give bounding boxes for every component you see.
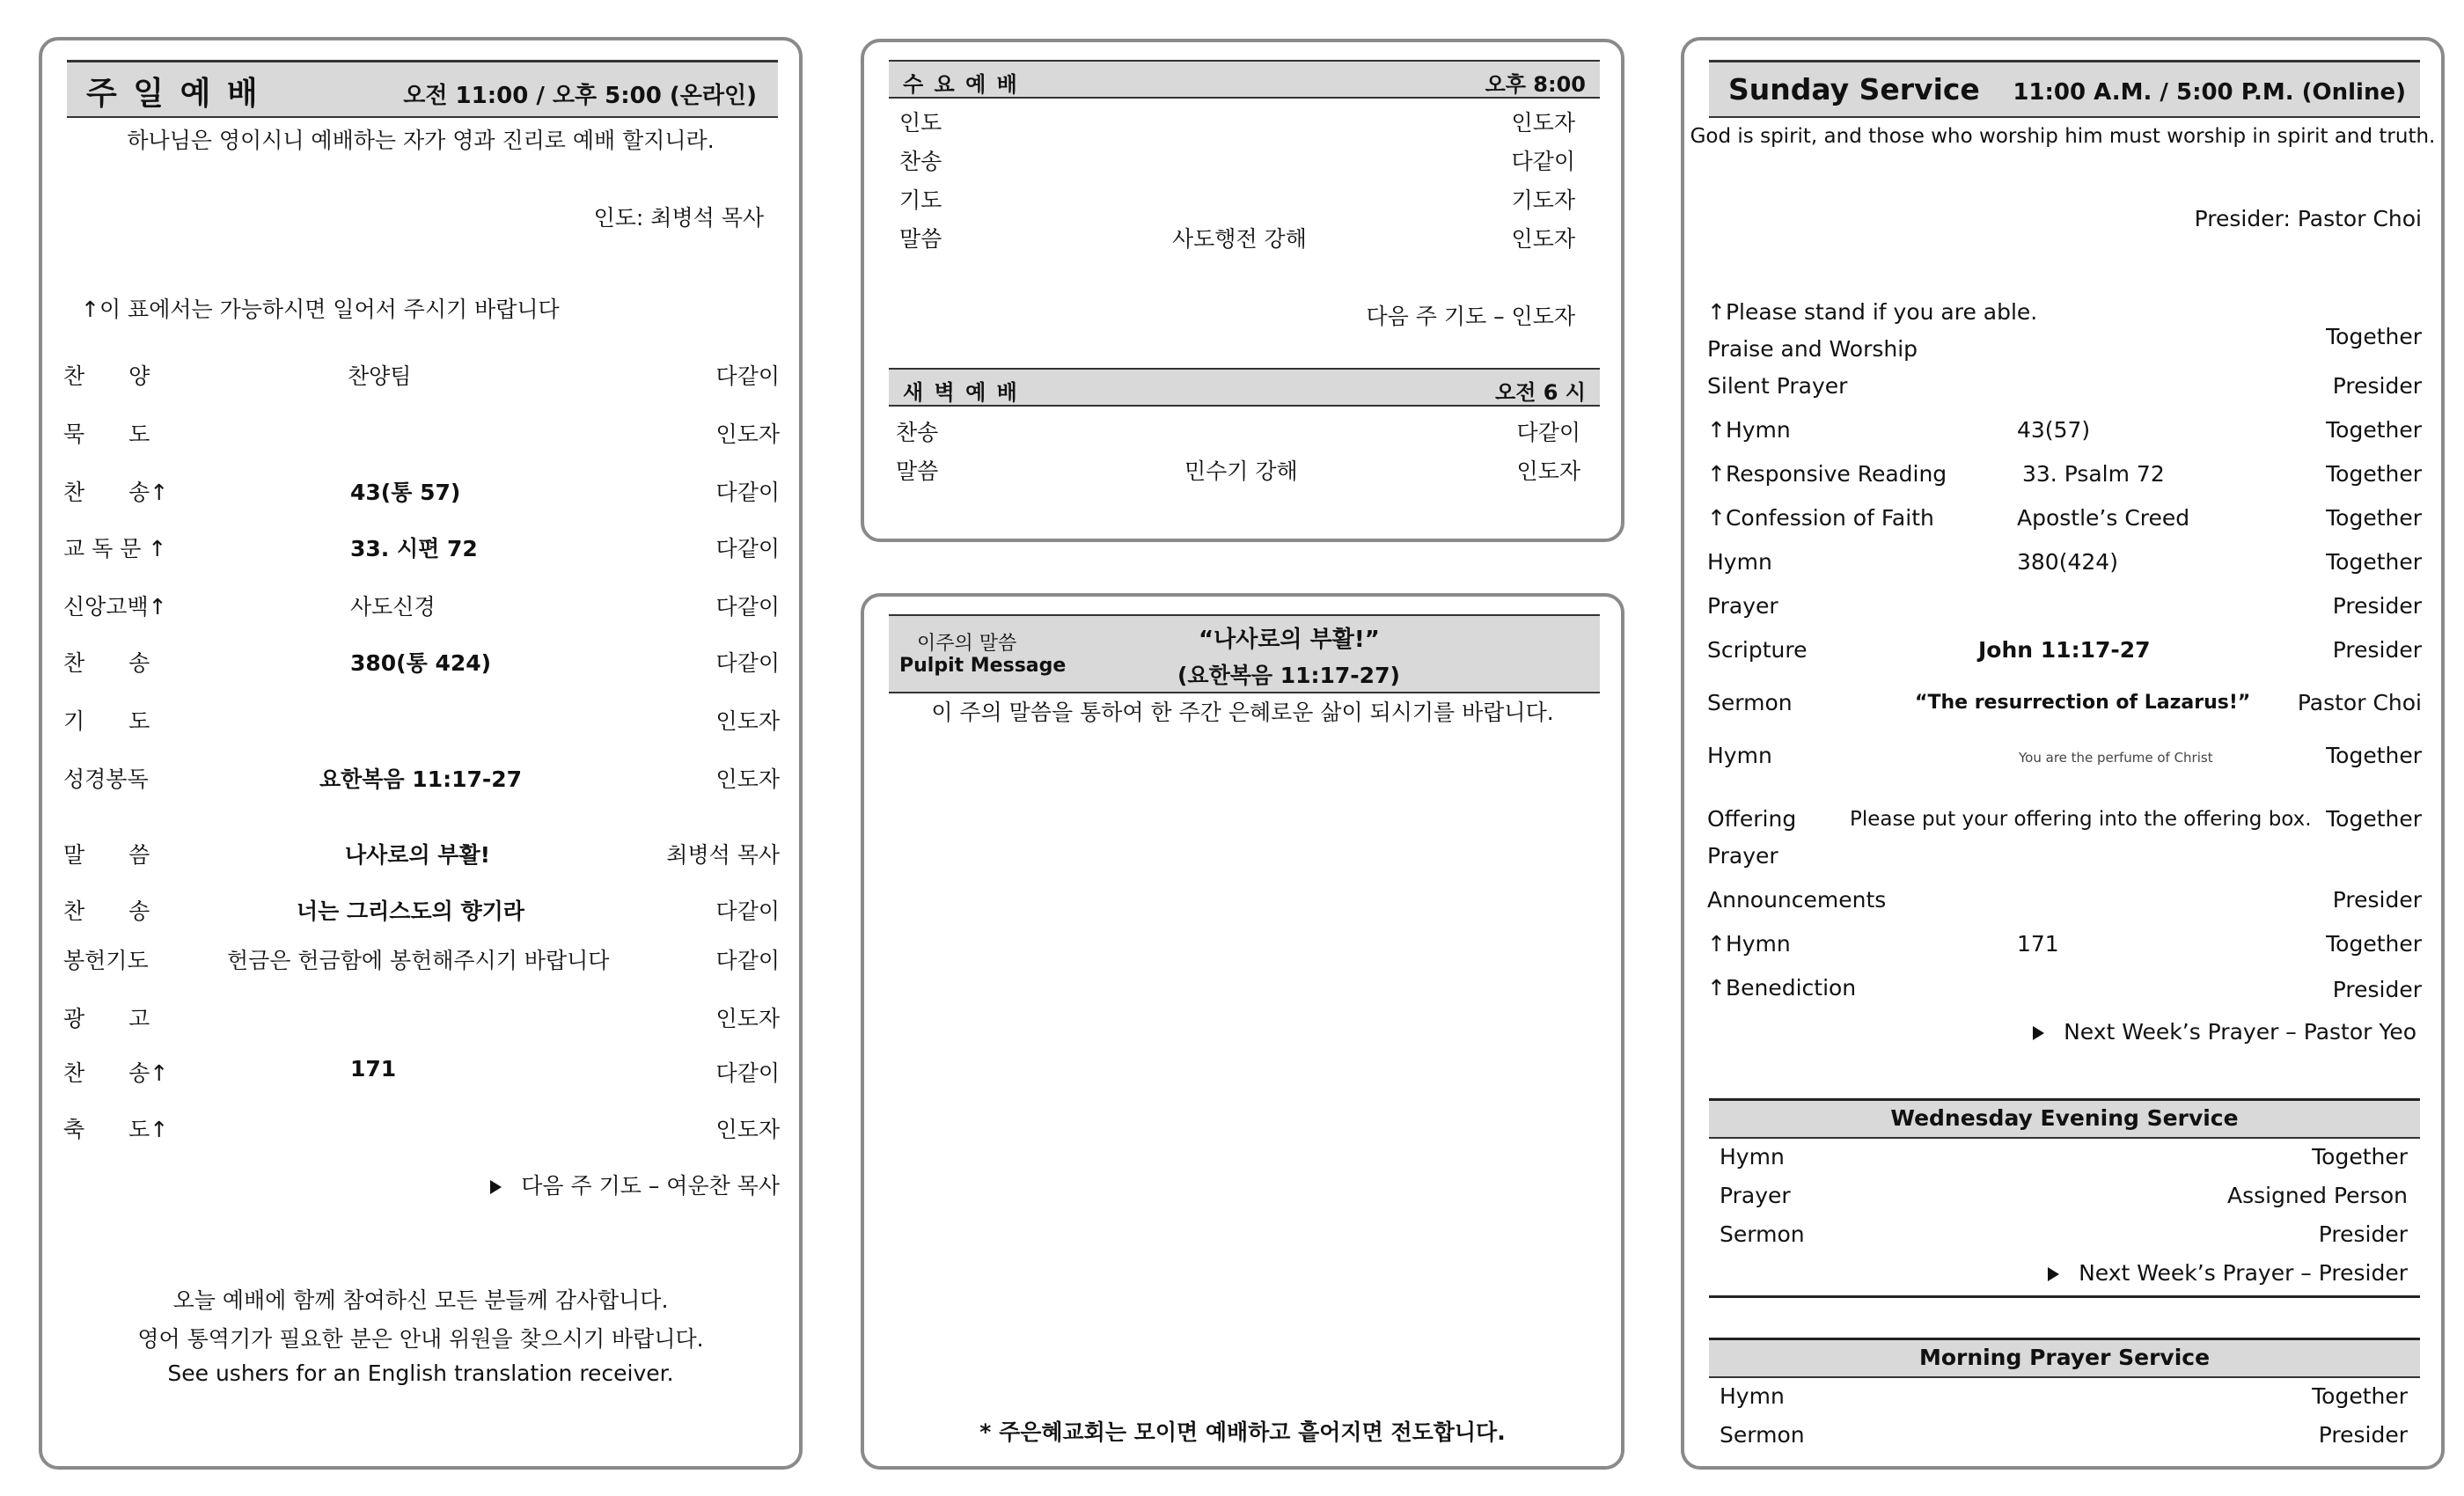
english-label: Offering — [1707, 806, 1797, 832]
wednesday-label: 인도 — [899, 110, 942, 136]
eng-wednesday-next-prayer — [2048, 1260, 2408, 1286]
english-presider: Presider: Pastor Choi — [2194, 206, 2422, 231]
dawn-label: 찬송 — [896, 420, 939, 445]
order-detail: 171 — [350, 1056, 397, 1082]
sunday-presider: 인도: 최병석 목사 — [593, 205, 764, 231]
play-triangle-icon — [490, 1180, 502, 1194]
pulpit-reference: (요한복음 11:17-27) — [1177, 663, 1400, 688]
order-label: 축 도↑ — [63, 1117, 169, 1142]
english-title: Sunday Service — [1728, 72, 1980, 106]
order-who: 다같이 — [715, 363, 780, 389]
dawn-title: 새 벽 예 배 — [903, 380, 1019, 405]
order-detail: 380(통 424) — [350, 650, 492, 676]
english-detail: 33. Psalm 72 — [2022, 461, 2165, 487]
order-label: 찬 송 — [63, 650, 150, 676]
order-who: 다같이 — [715, 1060, 780, 1086]
order-who: 다같이 — [715, 480, 780, 505]
english-verse: God is spirit, and those who worship him must worship in spirit and truth. — [1690, 125, 2436, 148]
church-motto: * 주은혜교회는 모이면 예배하고 흩어지면 전도합니다. — [979, 1419, 1506, 1445]
english-label: Prayer — [1707, 593, 1778, 619]
english-label: Announcements — [1707, 887, 1887, 913]
english-who: Together — [2326, 417, 2422, 443]
order-who: 인도자 — [715, 1006, 780, 1031]
dawn-time: 오전 6 시 — [1495, 380, 1586, 405]
order-label: 봉헌기도 — [63, 948, 149, 973]
wednesday-time: 오후 8:00 — [1485, 72, 1586, 97]
eng-wednesday-title: Wednesday Evening Service — [1890, 1105, 2239, 1131]
order-label: 광 고 — [63, 1006, 150, 1031]
english-detail: John 11:17-27 — [1978, 637, 2151, 663]
eng-wednesday-next-prayer-text: Next Week’s Prayer – Presider — [2079, 1260, 2408, 1286]
eng-morning-label: Sermon — [1720, 1422, 1805, 1448]
english-stand-note: ↑Please stand if you are able. — [1707, 299, 2038, 325]
footer-line: See ushers for an English translation receiver. — [167, 1360, 674, 1386]
order-detail: 33. 시편 72 — [350, 536, 478, 561]
english-who: Together — [2326, 324, 2422, 349]
english-detail: Please put your offering into the offering box. — [1850, 808, 2312, 831]
english-who: Presider — [2332, 887, 2422, 913]
next-week-prayer — [490, 1169, 780, 1200]
eng-wednesday-who: Presider — [2318, 1221, 2408, 1247]
next-week-prayer-text: 다음 주 기도 – 여운찬 목사 — [521, 1173, 780, 1199]
eng-wednesday-who: Together — [2312, 1144, 2408, 1170]
weekday-service-panel — [861, 39, 1624, 542]
english-who: Together — [2326, 806, 2422, 832]
english-detail: You are the perfume of Christ — [2019, 750, 2213, 766]
order-who: 인도자 — [715, 766, 780, 792]
order-detail: 사도신경 — [350, 594, 436, 620]
play-triangle-icon — [2033, 1026, 2044, 1040]
english-next-prayer-text: Next Week’s Prayer – Pastor Yeo — [2064, 1019, 2416, 1045]
eng-morning-who: Together — [2312, 1383, 2408, 1409]
english-who: Together — [2326, 549, 2422, 575]
order-detail: 나사로의 부활! — [345, 842, 491, 868]
pulpit-label-en: Pulpit Message — [899, 655, 1067, 677]
eng-wednesday-label: Sermon — [1720, 1221, 1805, 1247]
eng-wednesday-label: Prayer — [1720, 1183, 1791, 1208]
english-label: Prayer — [1707, 843, 1778, 869]
english-detail: 43(57) — [2017, 417, 2091, 443]
english-who: Together — [2326, 931, 2422, 957]
wednesday-label: 말씀 — [899, 226, 942, 252]
order-label: 말 씀 — [63, 842, 150, 868]
english-who: Together — [2326, 461, 2422, 487]
order-detail: 43(통 57) — [350, 480, 461, 505]
wednesday-who: 인도자 — [1511, 226, 1575, 252]
order-label: 교 독 문 ↑ — [63, 536, 167, 561]
order-label: 신앙고백↑ — [63, 594, 167, 620]
eng-wednesday-label: Hymn — [1720, 1144, 1785, 1170]
english-next-prayer — [2033, 1019, 2416, 1045]
eng-morning-label: Hymn — [1720, 1383, 1785, 1409]
pulpit-title: “나사로의 부활!” — [1199, 627, 1380, 653]
pulpit-label-ko: 이주의 말씀 — [917, 633, 1017, 655]
english-who: Presider — [2332, 373, 2422, 399]
order-who: 인도자 — [715, 422, 780, 447]
english-label: Hymn — [1707, 743, 1772, 768]
english-detail: 171 — [2017, 931, 2059, 957]
wednesday-label: 기도 — [899, 187, 942, 213]
order-label: 찬 송↑ — [63, 1060, 169, 1086]
english-detail: 380(424) — [2017, 549, 2118, 575]
eng-wednesday-who: Assigned Person — [2226, 1183, 2408, 1208]
order-label: 기 도 — [63, 708, 150, 734]
play-triangle-icon — [2048, 1267, 2059, 1281]
order-who: 다같이 — [715, 948, 780, 973]
order-who: 다같이 — [715, 594, 780, 620]
english-who: Together — [2326, 743, 2422, 768]
order-who: 다같이 — [715, 898, 780, 924]
footer-line: 오늘 예배에 함께 참여하신 모든 분들께 감사합니다. — [172, 1287, 669, 1313]
english-label: ↑Hymn — [1707, 417, 1791, 443]
order-label: 찬 송↑ — [63, 480, 169, 505]
english-label: Praise and Worship — [1707, 336, 1918, 362]
order-label: 찬 송 — [63, 898, 150, 924]
order-who: 다같이 — [715, 536, 780, 561]
pulpit-message-panel — [861, 593, 1624, 1470]
eng-morning-title: Morning Prayer Service — [1918, 1345, 2211, 1370]
english-label: Sermon — [1707, 690, 1793, 715]
english-label: Silent Prayer — [1707, 373, 1848, 399]
english-time: 11:00 A.M. / 5:00 P.M. (Online) — [2013, 79, 2406, 106]
order-detail: 헌금은 헌금함에 봉헌해주시기 바랍니다 — [227, 948, 610, 973]
pulpit-blessing: 이 주의 말씀을 통하여 한 주간 은혜로운 삶이 되시기를 바랍니다. — [931, 700, 1554, 725]
english-detail: “The resurrection of Lazarus!” — [1915, 692, 2251, 714]
wednesday-who: 기도자 — [1511, 187, 1575, 213]
dawn-who: 다같이 — [1516, 420, 1580, 445]
order-who: 인도자 — [715, 1117, 780, 1142]
order-label: 묵 도 — [63, 422, 150, 447]
order-who: 인도자 — [715, 708, 780, 734]
wednesday-who: 인도자 — [1511, 110, 1575, 136]
wednesday-detail: 사도행전 강해 — [1172, 226, 1307, 252]
english-label: ↑Benediction — [1707, 975, 1857, 1001]
english-who: Together — [2326, 505, 2422, 531]
order-label: 찬 양 — [63, 363, 150, 389]
english-label: Hymn — [1707, 549, 1772, 575]
english-who: Presider — [2332, 637, 2422, 663]
english-who: Pastor Choi — [2297, 690, 2422, 715]
english-sunday-panel — [1681, 37, 2445, 1470]
sunday-time: 오전 11:00 / 오후 5:00 (온라인) — [403, 83, 757, 109]
sunday-title: 주 일 예 배 — [86, 76, 260, 112]
english-label: ↑Confession of Faith — [1707, 505, 1934, 531]
english-label: ↑Hymn — [1707, 931, 1791, 957]
wednesday-next-prayer: 다음 주 기도 – 인도자 — [1366, 304, 1575, 329]
order-detail: 요한복음 11:17-27 — [319, 766, 523, 792]
english-label: Scripture — [1707, 637, 1808, 663]
order-detail: 너는 그리스도의 향기라 — [297, 898, 524, 924]
wednesday-who: 다같이 — [1511, 149, 1575, 174]
eng-morning-who: Presider — [2318, 1422, 2408, 1448]
english-who: Presider — [2332, 593, 2422, 619]
english-detail: Apostle’s Creed — [2017, 505, 2190, 531]
korean-sunday-panel — [39, 37, 803, 1470]
order-who: 다같이 — [715, 650, 780, 676]
dawn-who: 인도자 — [1516, 458, 1580, 484]
english-who: Presider — [2332, 977, 2422, 1002]
footer-line: 영어 통역기가 필요한 분은 안내 위원을 찾으시기 바랍니다. — [137, 1326, 704, 1352]
english-label: ↑Responsive Reading — [1707, 461, 1947, 487]
order-detail: 찬양팀 — [348, 363, 412, 389]
order-label: 성경봉독 — [63, 766, 149, 792]
order-who: 최병석 목사 — [666, 842, 780, 868]
dawn-label: 말씀 — [896, 458, 939, 484]
stand-note: ↑이 표에서는 가능하시면 일어서 주시기 바랍니다 — [81, 297, 560, 322]
wednesday-label: 찬송 — [899, 149, 942, 174]
sunday-verse: 하나님은 영이시니 예배하는 자가 영과 진리로 예배 할지니라. — [127, 128, 715, 153]
wednesday-title: 수 요 예 배 — [903, 72, 1019, 97]
dawn-detail: 민수기 강해 — [1184, 458, 1298, 484]
section-divider — [1709, 1295, 2420, 1298]
